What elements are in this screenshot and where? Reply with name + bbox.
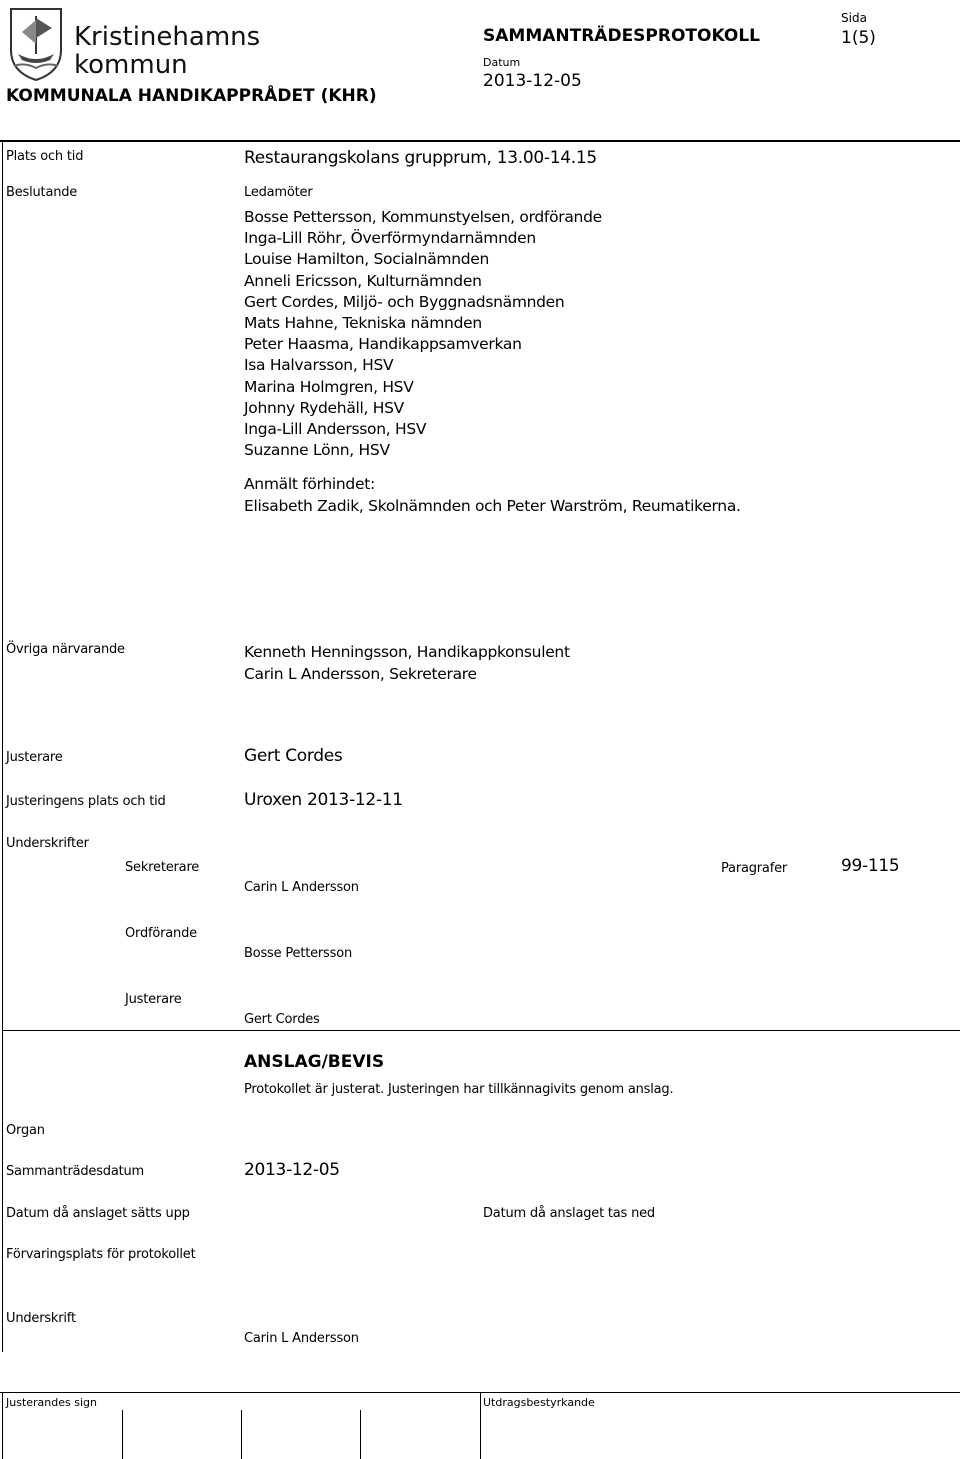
member-4: Anneli Ericsson, Kulturnämnden [244,271,482,290]
footer-divider-5 [480,1392,481,1459]
signature-name: Carin L Andersson [244,1331,359,1346]
footer-divider-3 [241,1410,242,1459]
notice-divider [2,1030,960,1031]
other-2: Carin L Andersson, Sekreterare [244,664,477,683]
chair-name: Bosse Pettersson [244,946,352,961]
member-5: Gert Cordes, Miljö- och Byggnadsnämnden [244,292,565,311]
coat-of-arms-icon [8,6,64,82]
member-1: Bosse Pettersson, Kommunstyelsen, ordförande [244,208,602,226]
organ-label: Organ [6,1123,45,1138]
adjuster-label: Justerare [6,750,63,765]
footer-divider-2 [122,1410,123,1459]
signatures-label: Underskrifter [6,836,89,851]
sign-adjuster-name: Gert Cordes [244,1012,320,1027]
others-label: Övriga närvarande [6,642,125,657]
member-11: Inga-Lill Andersson, HSV [244,420,427,439]
member-10: Johnny Rydehäll, HSV [244,398,404,417]
member-6: Mats Hahne, Tekniska nämnden [244,314,482,333]
secretary-name: Carin L Andersson [244,880,359,895]
storage-label: Förvaringsplats för protokollet [6,1247,196,1262]
meeting-date-value: 2013-12-05 [244,1160,340,1180]
header-date: 2013-12-05 [483,71,582,91]
secretary-signature-line [230,875,700,876]
org-name-line2: kommun [74,50,188,80]
removed-label: Datum då anslaget tas ned [483,1206,655,1221]
member-8: Isa Halvarsson, HSV [244,356,394,375]
municipal-logo [8,6,64,82]
member-9: Marina Holmgren, HSV [244,377,414,396]
chair-label: Ordförande [125,926,197,941]
place-value: Restaurangskolans grupprum, 13.00-14.15 [244,148,597,168]
others-list [244,642,570,685]
org-name-line1: Kristinehamns [74,22,261,52]
notice-text: Protokollet är justerat. Justeringen har tillkännagivits genom anslag. [244,1082,674,1097]
left-border [2,140,3,1352]
adjuster-value: Gert Cordes [244,746,343,766]
date-label: Datum [483,56,521,69]
place-label: Plats och tid [6,149,84,164]
member-3: Louise Hamilton, Socialnämnden [244,250,490,269]
sign-adjuster-label: Justerare [125,992,182,1007]
adjust-place-label: Justeringens plats och tid [6,794,166,809]
posted-label: Datum då anslaget sätts upp [6,1206,190,1221]
paragraphs-label: Paragrafer [721,861,788,876]
decision-label: Beslutande [6,185,78,200]
absent-list: Elisabeth Zadik, Skolnämnden och Peter Warström, Reumatikerna. [244,497,741,515]
members-heading: Ledamöter [244,185,313,200]
footer-divider-4 [360,1410,361,1459]
member-12: Suzanne Lönn, HSV [244,441,390,460]
top-border [0,140,960,142]
sign-box-label: Justerandes sign [6,1396,97,1409]
council-name: KOMMUNALA HANDIKAPPRÅDET (KHR) [6,86,377,106]
notice-title: ANSLAG/BEVIS [244,1052,385,1072]
footer-divider-1 [2,1392,3,1459]
extract-box-label: Utdragsbestyrkande [483,1396,595,1409]
meeting-date-label: Sammanträdesdatum [6,1164,145,1179]
other-1: Kenneth Henningsson, Handikappkonsulent [244,643,570,661]
document-type: SAMMANTRÄDESPROTOKOLL [483,26,761,46]
signature-label: Underskrift [6,1311,76,1326]
absent-heading: Anmält förhindet: [244,475,375,493]
page-label: Sida [841,11,867,25]
adjust-place-value: Uroxen 2013-12-11 [244,790,403,810]
page-number: 1(5) [841,28,876,48]
member-2: Inga-Lill Röhr, Överförmyndarnämnden [244,229,536,248]
member-list [244,207,602,461]
paragraphs-value: 99-115 [841,856,900,876]
secretary-label: Sekreterare [125,860,200,875]
member-7: Peter Haasma, Handikappsamverkan [244,335,522,354]
